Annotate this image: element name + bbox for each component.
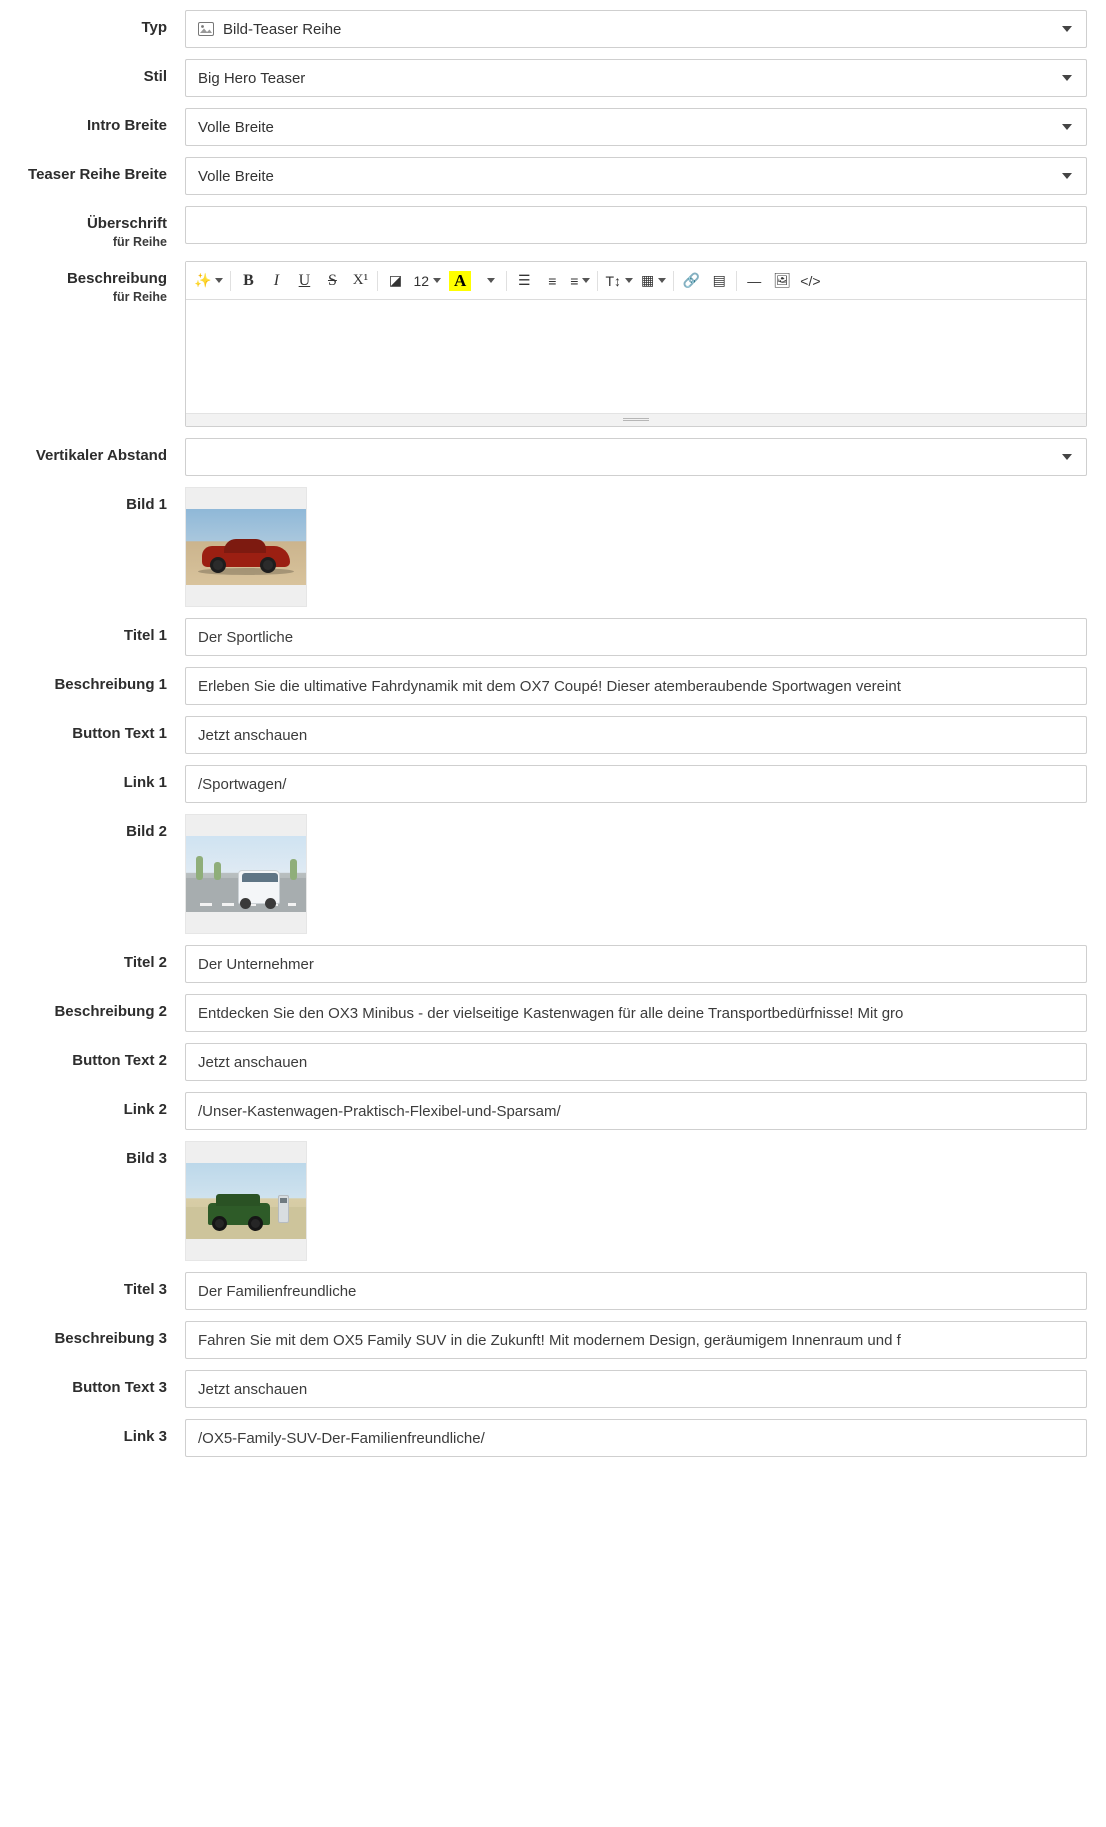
teaser-reihe-breite-select[interactable] xyxy=(185,157,1087,195)
chevron-down-icon xyxy=(1062,173,1072,179)
label-typ xyxy=(0,10,185,38)
toolbar-divider xyxy=(506,271,507,291)
align-button[interactable]: ≡ xyxy=(566,266,594,296)
teaser-reihe-breite-value: Volle Breite xyxy=(198,167,274,185)
form-row-stil xyxy=(0,59,1106,97)
underline-button[interactable]: U xyxy=(298,271,311,289)
toolbar-divider xyxy=(230,271,231,291)
label-bild-2 xyxy=(0,814,185,842)
button-text-1-value: Jetzt anschauen xyxy=(198,726,308,744)
field-link-1 xyxy=(185,765,1106,803)
beschreibung-3-input[interactable] xyxy=(185,1321,1087,1359)
label-teaser-reihe-breite xyxy=(0,157,185,185)
editor-toolbar xyxy=(186,262,1086,300)
label-text: Beschreibung 2 xyxy=(54,1003,167,1021)
magic-format-icon[interactable]: ✨ xyxy=(190,266,227,296)
chevron-down-icon xyxy=(1062,454,1072,460)
label-vertikaler-abstand xyxy=(0,438,185,466)
toolbar-divider xyxy=(377,271,378,291)
label-beschreibung-1 xyxy=(0,667,185,695)
form-row-titel-1 xyxy=(0,618,1106,656)
label-titel-2 xyxy=(0,945,185,973)
label-text: Link 3 xyxy=(123,1428,167,1446)
form-row-button-text-1 xyxy=(0,716,1106,754)
link-1-input[interactable] xyxy=(185,765,1087,803)
label-bild-3 xyxy=(0,1141,185,1169)
stil-value: Big Hero Teaser xyxy=(198,69,306,87)
label-text: Bild 3 xyxy=(126,1150,167,1168)
label-beschreibung-reihe xyxy=(0,261,185,305)
editor-resize-handle[interactable] xyxy=(186,413,1086,426)
form-row-button-text-3 xyxy=(0,1370,1106,1408)
chevron-down-icon xyxy=(1062,124,1072,130)
beschreibung-1-input[interactable] xyxy=(185,667,1087,705)
beschreibung-2-input[interactable] xyxy=(185,994,1087,1032)
field-button-text-1 xyxy=(185,716,1106,754)
label-ueberschrift xyxy=(0,206,185,250)
table-button[interactable]: ▦ xyxy=(637,266,670,296)
beschreibung-2-value: Entdecken Sie den OX3 Minibus - der vielseitige Kastenwagen für alle deine Transportbedürfnisse! Mit gro xyxy=(198,1004,904,1022)
form-row-beschreibung-1 xyxy=(0,667,1106,705)
label-link-2 xyxy=(0,1092,185,1120)
form-row-bild-1 xyxy=(0,487,1106,607)
label-text: Button Text 1 xyxy=(72,725,167,743)
field-titel-3 xyxy=(185,1272,1106,1310)
link-2-input[interactable] xyxy=(185,1092,1087,1130)
label-text: Link 1 xyxy=(123,774,167,792)
button-text-2-value: Jetzt anschauen xyxy=(198,1053,308,1071)
stil-select[interactable] xyxy=(185,59,1087,97)
label-link-1 xyxy=(0,765,185,793)
grip-icon xyxy=(623,418,649,422)
bold-button[interactable]: B xyxy=(243,271,254,289)
titel-3-value: Der Familienfreundliche xyxy=(198,1282,357,1300)
link-2-value: /Unser-Kastenwagen-Praktisch-Flexibel-und-Sparsam/ xyxy=(198,1102,561,1120)
chevron-down-icon xyxy=(1062,26,1072,32)
titel-3-input[interactable] xyxy=(185,1272,1087,1310)
ueberschrift-input[interactable] xyxy=(185,206,1087,244)
toolbar-divider xyxy=(597,271,598,291)
label-link-3 xyxy=(0,1419,185,1447)
label-titel-1 xyxy=(0,618,185,646)
field-vertikaler-abstand xyxy=(185,438,1106,476)
rich-text-editor xyxy=(185,261,1087,427)
form-row-link-3 xyxy=(0,1419,1106,1457)
label-text: Überschrift xyxy=(86,215,167,232)
field-link-2 xyxy=(185,1092,1106,1130)
label-button-text-3 xyxy=(0,1370,185,1398)
form-row-titel-3 xyxy=(0,1272,1106,1310)
thumbnail-image xyxy=(186,1163,306,1239)
form-row-titel-2 xyxy=(0,945,1106,983)
typ-select[interactable] xyxy=(185,10,1087,48)
numbered-list-button[interactable]: ≡ xyxy=(548,272,557,289)
insert-media-button[interactable]: ▤ xyxy=(712,272,726,289)
thumbnail-image xyxy=(186,509,306,585)
label-text: Beschreibung 3 xyxy=(54,1330,167,1348)
chevron-down-icon xyxy=(658,278,666,283)
label-text: Titel 2 xyxy=(123,954,167,972)
field-beschreibung-2 xyxy=(185,994,1106,1032)
label-text: Bild 1 xyxy=(126,496,167,514)
field-bild-2 xyxy=(185,814,1106,934)
label-intro-breite xyxy=(0,108,185,136)
titel-2-input[interactable] xyxy=(185,945,1087,983)
beschreibung-1-value: Erleben Sie die ultimative Fahrdynamik mit dem OX7 Coupé! Dieser atemberaubende Sportwagen vereint xyxy=(198,677,901,695)
link-3-input[interactable] xyxy=(185,1419,1087,1457)
label-button-text-2 xyxy=(0,1043,185,1071)
button-text-1-input[interactable] xyxy=(185,716,1087,754)
font-color-dropdown[interactable] xyxy=(475,266,503,296)
label-text: Intro Breite xyxy=(86,117,167,134)
form-row-ueberschrift xyxy=(0,206,1106,250)
field-button-text-3 xyxy=(185,1370,1106,1408)
form-row-link-1 xyxy=(0,765,1106,803)
beschreibung-3-value: Fahren Sie mit dem OX5 Family SUV in die Zukunft! Mit modernem Design, geräumigem Innenraum und f xyxy=(198,1331,901,1349)
label-titel-3 xyxy=(0,1272,185,1300)
superscript-button[interactable]: X¹ xyxy=(352,272,369,289)
label-beschreibung-3 xyxy=(0,1321,185,1349)
form-row-typ xyxy=(0,10,1106,48)
chevron-down-icon xyxy=(215,278,223,283)
label-text: Beschreibung 1 xyxy=(54,676,167,694)
label-text: Stil xyxy=(143,68,167,85)
label-sub-text: für Reihe xyxy=(112,290,167,305)
label-bild-1 xyxy=(0,487,185,515)
label-text: Titel 3 xyxy=(123,1281,167,1299)
intro-breite-select[interactable] xyxy=(185,108,1087,146)
toolbar-divider xyxy=(736,271,737,291)
field-titel-2 xyxy=(185,945,1106,983)
label-text: Button Text 2 xyxy=(72,1052,167,1070)
label-text: Bild 2 xyxy=(126,823,167,841)
label-stil xyxy=(0,59,185,87)
typ-value: Bild-Teaser Reihe xyxy=(223,20,342,38)
button-text-2-input[interactable] xyxy=(185,1043,1087,1081)
bild-3-thumbnail[interactable] xyxy=(185,1141,307,1261)
label-sub-text: für Reihe xyxy=(112,234,167,249)
font-color-button[interactable] xyxy=(445,266,475,296)
paragraph-format-button[interactable]: T↕ xyxy=(601,266,637,296)
field-link-3 xyxy=(185,1419,1106,1457)
chevron-down-icon xyxy=(625,278,633,283)
titel-1-input[interactable] xyxy=(185,618,1087,656)
image-icon xyxy=(198,22,214,36)
field-ueberschrift xyxy=(185,206,1106,244)
form-row-bild-2 xyxy=(0,814,1106,934)
form-row-intro-breite xyxy=(0,108,1106,146)
titel-1-value: Der Sportliche xyxy=(198,628,294,646)
field-bild-1 xyxy=(185,487,1106,607)
field-button-text-2 xyxy=(185,1043,1106,1081)
form-row-button-text-2 xyxy=(0,1043,1106,1081)
form-row-link-2 xyxy=(0,1092,1106,1130)
font-color-swatch: A xyxy=(449,271,471,291)
horizontal-rule-button[interactable]: — xyxy=(747,272,762,289)
field-intro-breite xyxy=(185,108,1106,146)
label-button-text-1 xyxy=(0,716,185,744)
form-row-bild-3 xyxy=(0,1141,1106,1261)
insert-image-button[interactable]: 🖼 xyxy=(773,272,792,289)
label-text: Vertikaler Abstand xyxy=(35,447,167,465)
strikethrough-button[interactable]: S xyxy=(327,271,337,289)
form-row-beschreibung-3 xyxy=(0,1321,1106,1359)
font-size-select[interactable] xyxy=(409,266,445,296)
editor-content-area[interactable] xyxy=(186,300,1086,413)
intro-breite-value: Volle Breite xyxy=(198,118,274,136)
vertikaler-abstand-select[interactable] xyxy=(185,438,1087,476)
field-beschreibung-1 xyxy=(185,667,1106,705)
field-beschreibung-3 xyxy=(185,1321,1106,1359)
remove-format-icon[interactable]: ◪ xyxy=(388,272,403,289)
button-text-3-input[interactable] xyxy=(185,1370,1087,1408)
field-bild-3 xyxy=(185,1141,1106,1261)
label-text: Beschreibung xyxy=(66,270,167,288)
toolbar-divider xyxy=(673,271,674,291)
label-text: Link 2 xyxy=(123,1101,167,1119)
button-text-3-value: Jetzt anschauen xyxy=(198,1380,308,1398)
titel-2-value: Der Unternehmer xyxy=(198,955,314,973)
link-1-value: /Sportwagen/ xyxy=(198,775,287,793)
field-teaser-reihe-breite xyxy=(185,157,1106,195)
label-text: Typ xyxy=(141,19,167,36)
bild-2-thumbnail[interactable] xyxy=(185,814,307,934)
chevron-down-icon xyxy=(1062,75,1072,81)
chevron-down-icon xyxy=(433,278,441,283)
field-typ xyxy=(185,10,1106,48)
chevron-down-icon xyxy=(582,278,590,283)
chevron-down-icon xyxy=(487,278,495,283)
form-row-beschreibung-reihe xyxy=(0,261,1106,427)
link-3-value: /OX5-Family-SUV-Der-Familienfreundliche/ xyxy=(198,1429,485,1447)
thumbnail-image xyxy=(186,836,306,912)
form-row-vertikaler-abstand xyxy=(0,438,1106,476)
bild-1-thumbnail[interactable] xyxy=(185,487,307,607)
label-beschreibung-2 xyxy=(0,994,185,1022)
bullet-list-button[interactable]: ☰ xyxy=(518,272,531,289)
label-text: Titel 1 xyxy=(123,627,167,645)
label-text: Teaser Reihe Breite xyxy=(28,166,167,183)
source-code-button[interactable]: </> xyxy=(800,272,821,289)
italic-button[interactable]: I xyxy=(273,271,280,289)
field-titel-1 xyxy=(185,618,1106,656)
form-row-teaser-reihe-breite xyxy=(0,157,1106,195)
label-text: Button Text 3 xyxy=(72,1379,167,1397)
link-button[interactable]: 🔗 xyxy=(682,272,700,289)
field-beschreibung-reihe xyxy=(185,261,1106,427)
font-size-value: 12 xyxy=(413,272,430,289)
field-stil xyxy=(185,59,1106,97)
form-row-beschreibung-2 xyxy=(0,994,1106,1032)
